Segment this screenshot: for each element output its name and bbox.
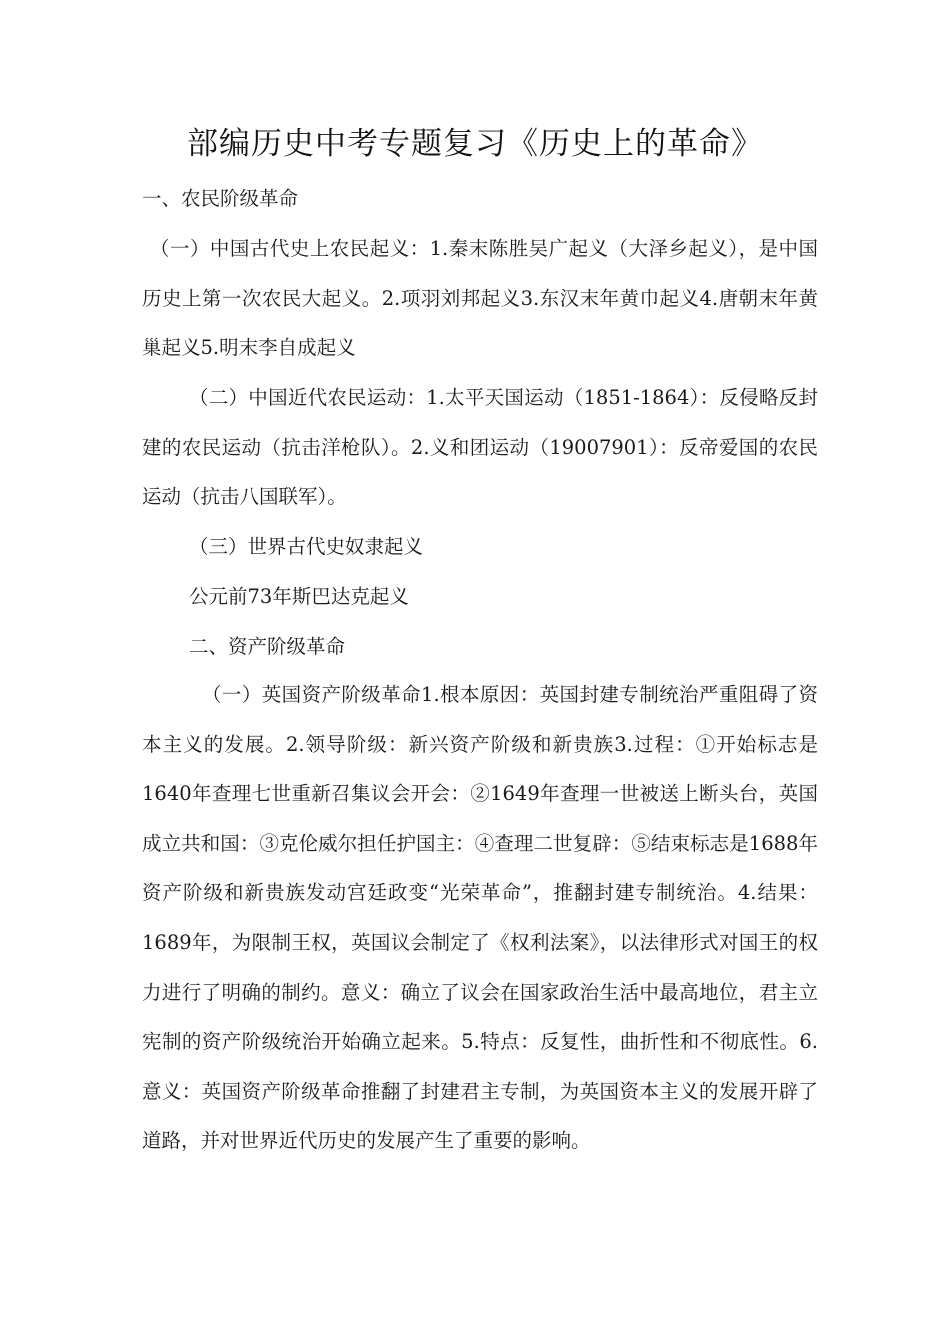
paragraph-english-bourgeois-revolution: （一）英国资产阶级革命1.根本原因：英国封建专制统治严重阻碍了资本主义的发展。2.领导阶级：新兴资产阶级和新贵族3.过程：①开始标志是1640年查理七世重新召集议会开会：②1649年查理一世被送上断头台，英国成立共和国：③克伦威尔担任护国主：④查理二世复辟：⑤结束标志是1688年资产阶级和新贵族发动宫廷政变“光荣革命”，推翻封建专制统治。4.结果：1689年，为限制王权，英国议会制定了《权利法案》，以法律形式对国王的权力进行了明确的制约。意义：确立了议会在国家政治生活中最高地位，君主立宪制的资产阶级统治开始确立起来。5.特点：反复性，曲折性和不彻底性。6.意义：英国资产阶级革命推翻了封建君主专制，为英国资本主义的发展开辟了道路，并对世界近代历史的发展产生了重要的影响。 bbox=[142, 683, 818, 1153]
subheading-slave-uprisings: （三）世界古代史奴隶起义 bbox=[189, 535, 424, 558]
text-spartacus-uprising: 公元前73年斯巴达克起义 bbox=[189, 585, 409, 608]
paragraph-modern-peasant-movements: （二）中国近代农民运动：1.太平天国运动（1851-1864）：反侵略反封建的农民运动（抗击洋枪队）。2.义和团运动（19007901）：反帝爱国的农民运动（抗击八国联军）。 bbox=[142, 386, 818, 509]
section-heading-bourgeois-revolution: 二、资产阶级革命 bbox=[189, 635, 346, 658]
paragraph-ancient-peasant-uprisings: （一）中国古代史上农民起义：1.秦末陈胜吴广起义（大泽乡起义），是中国历史上第一次农民大起义。2.项羽刘邦起义3.东汉末年黄巾起义4.唐朝末年黄巢起义5.明末李自成起义 bbox=[142, 237, 818, 360]
section-heading-peasant-revolution: 一、农民阶级革命 bbox=[142, 187, 299, 210]
document-title: 部编历史中考专题复习《历史上的革命》 bbox=[187, 126, 763, 162]
